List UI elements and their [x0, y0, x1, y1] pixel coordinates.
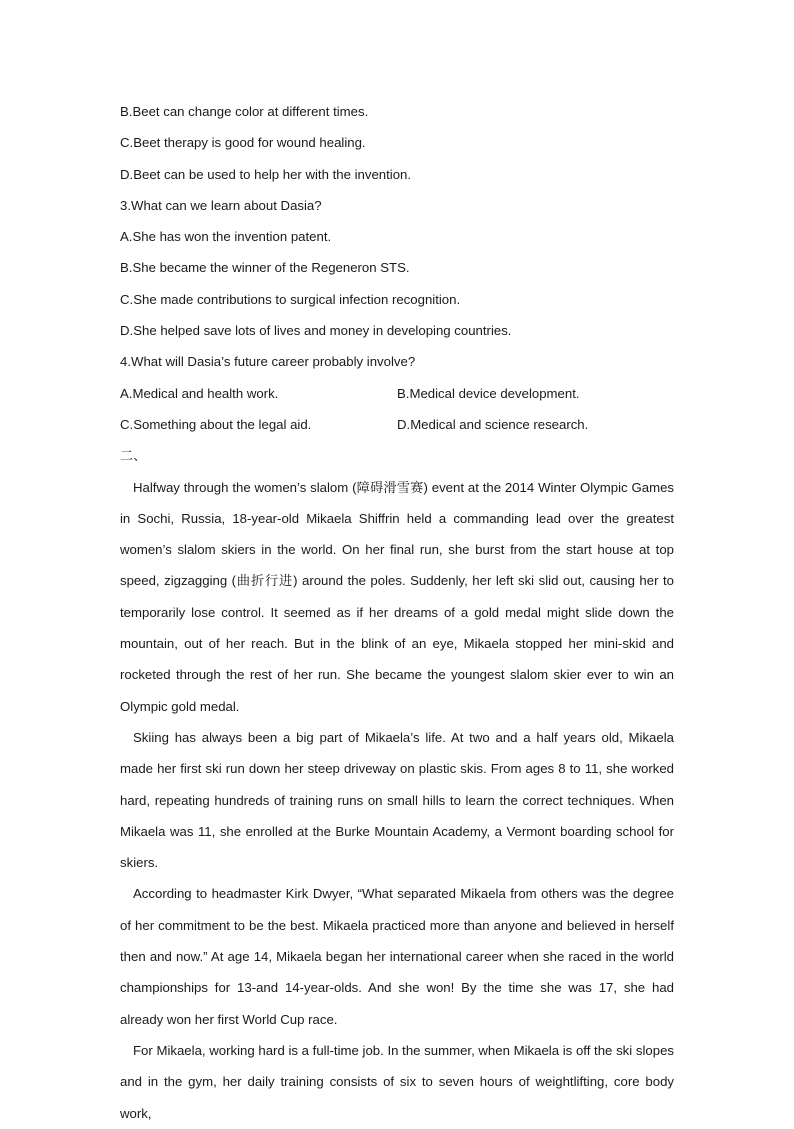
q3-option-d: D.She helped save lots of lives and money in developing countries. [120, 323, 512, 339]
document-page [120, 96, 674, 1129]
q2-option-b: B.Beet can change color at different times. [120, 104, 369, 119]
q2-option-c: C.Beet therapy is good for wound healing. [120, 135, 366, 151]
passage-paragraph-1: Halfway through the women’s slalom (障碍滑雪赛) event at the 2014 Winter Olympic Games in Sochi, Russia, 18-year-old Mikaela Shiffrin held a commanding lead over the greatest women’s slalom skiers in the world. On her final run, she burst from the start house at top speed, zigzagging (曲折行进) around the poles. Suddenly, her left ski slid out, causing her to temporarily lose control. It seemed as if her dreams of a gold medal might slide down the mountain, out of her reach. But in the blink of an eye, Mikaela stopped her mini-skid and rocketed through the rest of her run. She became the youngest slalom skier ever to win an Olympic gold medal. [120, 479, 674, 714]
section-heading: 二、 [120, 448, 147, 464]
q3-option-b: B.She became the winner of the Regeneron STS. [120, 260, 410, 276]
q4-stem: 4.What will Dasia’s future career probably involve? [120, 354, 416, 370]
q4-option-a: A.Medical and health work. [120, 385, 279, 401]
q4-option-d: D.Medical and science research. [397, 416, 589, 432]
q4-options-row-2 [120, 409, 674, 440]
q4-options-row-1 [120, 378, 674, 409]
q3-option-c: C.She made contributions to surgical infection recognition. [120, 291, 461, 307]
question-4 [120, 346, 674, 440]
q2-option-d: D.Beet can be used to help her with the invention. [120, 166, 412, 182]
passage-paragraph-3: According to headmaster Kirk Dwyer, “What separated Mikaela from others was the degree of her commitment to be the best. Mikaela practiced more than anyone and believed in herself then and now.” At age 14, Mikaela began her international career when she raced in the world championships for 13-and 14-year-olds. And she won! By the time she was 17, she had already won her first World Cup race. [120, 886, 674, 1027]
passage-paragraph-2: Skiing has always been a big part of Mikaela’s life. At two and a half years old, Mikaela made her first ski run down her steep driveway on plastic skis. From ages 8 to 11, she worked hard, repeating hundreds of training runs on small hills to learn the correct techniques. When Mikaela was 11, she enrolled at the Burke Mountain Academy, a Vermont boarding school for skiers. [120, 729, 674, 871]
reading-passage [120, 472, 674, 1129]
q3-stem: 3.What can we learn about Dasia? [120, 197, 322, 213]
question-3 [120, 190, 674, 346]
question-2-options [120, 96, 674, 190]
q4-option-b: B.Medical device development. [397, 385, 580, 401]
q3-option-a: A.She has won the invention patent. [120, 229, 332, 245]
q4-option-c: C.Something about the legal aid. [120, 416, 312, 432]
passage-paragraph-4: For Mikaela, working hard is a full-time job. In the summer, when Mikaela is off the ski slopes and in the gym, her daily training consists of six to seven hours of weightlifting, core body work, [120, 1042, 674, 1121]
